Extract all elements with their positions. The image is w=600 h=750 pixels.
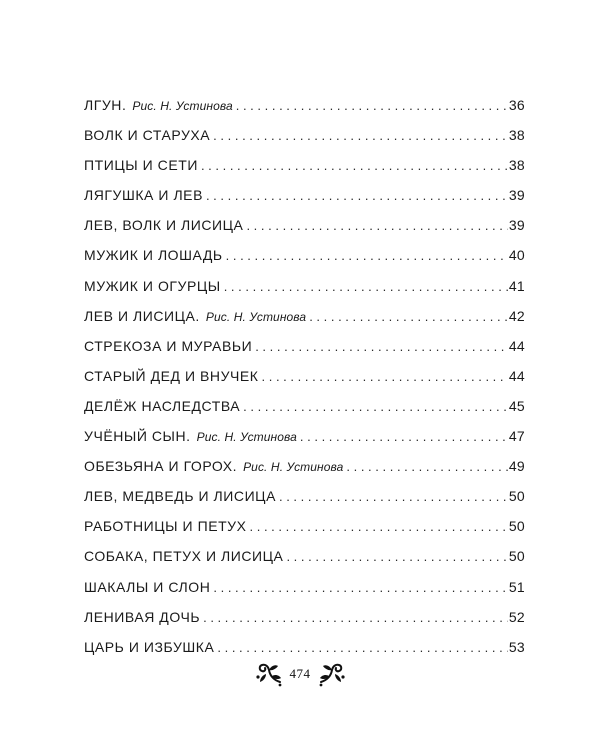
toc-entry xyxy=(84,157,525,187)
toc-entry-page-number: 41 xyxy=(508,277,525,294)
toc-dot-leader xyxy=(203,610,508,625)
toc-entry-page-number: 42 xyxy=(508,307,525,324)
toc-entry-page-number: 44 xyxy=(508,337,525,354)
page-footer xyxy=(0,660,600,688)
toc-entry xyxy=(84,609,525,639)
toc-entry-title: ШАКАЛЫ И СЛОН xyxy=(84,578,211,595)
toc-dot-leader xyxy=(217,640,507,655)
toc-entry xyxy=(84,518,525,548)
toc-entry-page-number: 38 xyxy=(508,157,525,174)
toc-entry-title: РАБОТНИЦЫ И ПЕТУХ xyxy=(84,518,247,535)
toc-entry-title: ЛЕВ, МЕДВЕДЬ И ЛИСИЦА xyxy=(84,488,276,505)
toc-entry-title: ПТИЦЫ И СЕТИ xyxy=(84,157,198,174)
toc-entry-title: СОБАКА, ПЕТУХ И ЛИСИЦА xyxy=(84,548,284,565)
toc-entry-title: МУЖИК И ЛОШАДЬ xyxy=(84,247,223,264)
toc-entry-page-number: 39 xyxy=(508,217,525,234)
toc-entry-illustrator-credit: Рис. Н. Устинова xyxy=(196,430,297,445)
toc-dot-leader xyxy=(213,128,508,143)
toc-entry-title: ДЕЛЁЖ НАСЛЕДСТВА xyxy=(84,397,241,414)
toc-entry xyxy=(84,338,525,368)
toc-dot-leader xyxy=(243,399,508,414)
toc-entry-page-number: 44 xyxy=(508,367,525,384)
toc-dot-leader xyxy=(346,459,507,474)
toc-entry-title: ЛЕВ И ЛИСИЦА. xyxy=(84,307,200,324)
toc-entry-title: МУЖИК И ОГУРЦЫ xyxy=(84,277,221,294)
toc-entry-illustrator-credit: Рис. Н. Устинова xyxy=(243,460,344,475)
toc-entry xyxy=(84,278,525,308)
toc-entry-page-number: 50 xyxy=(508,548,525,565)
toc-entry-title: ЛГУН. xyxy=(84,97,127,113)
toc-entry-page-number: 52 xyxy=(508,608,525,625)
toc-entry xyxy=(84,458,525,488)
toc-entry-illustrator-credit: Рис. Н. Устинова xyxy=(205,309,307,324)
floral-ornament-right-icon xyxy=(317,660,347,688)
floral-ornament-left-icon xyxy=(254,660,284,688)
toc-entry-page-number: 38 xyxy=(508,127,525,144)
toc-entry-page-number: 50 xyxy=(508,488,525,505)
toc-entry-page-number: 47 xyxy=(508,428,525,445)
toc-dot-leader xyxy=(206,188,508,203)
toc-dot-leader xyxy=(224,279,508,294)
toc-entry xyxy=(84,187,525,217)
toc-dot-leader xyxy=(201,158,508,173)
page-number: 474 xyxy=(289,666,311,681)
toc-entry xyxy=(84,308,525,338)
toc-entry xyxy=(84,579,525,609)
toc-entry-title: ЦАРЬ И ИЗБУШКА xyxy=(84,638,215,655)
toc-entry-illustrator-credit: Рис. Н. Устинова xyxy=(132,99,233,113)
toc-entry-page-number: 36 xyxy=(508,97,525,113)
toc-entry-page-number: 51 xyxy=(508,578,525,595)
toc-entry-page-number: 49 xyxy=(508,458,525,475)
toc-entry-page-number: 45 xyxy=(508,397,525,414)
toc-dot-leader xyxy=(250,519,508,534)
toc-entry-title: ОБЕЗЬЯНА И ГОРОХ. xyxy=(84,458,238,475)
toc-dot-leader xyxy=(300,429,508,444)
toc-entry-title: ЛЕНИВАЯ ДОЧЬ xyxy=(84,608,201,625)
toc-entry-page-number: 50 xyxy=(508,518,525,535)
toc-entry-title: УЧЁНЫЙ СЫН. xyxy=(84,428,191,445)
toc-entry-page-number: 40 xyxy=(508,247,525,264)
toc-dot-leader xyxy=(255,339,508,354)
toc-entry-title: СТРЕКОЗА И МУРАВЬИ xyxy=(84,337,253,354)
toc-entry xyxy=(84,428,525,458)
toc-entry xyxy=(84,127,525,157)
toc-entry xyxy=(84,217,525,247)
toc-entry xyxy=(84,398,525,428)
toc-dot-leader xyxy=(286,549,507,564)
toc-entry xyxy=(84,97,525,127)
toc-entry-page-number: 39 xyxy=(508,187,525,204)
toc-entry-page-number: 53 xyxy=(508,638,525,655)
toc-dot-leader xyxy=(246,218,507,233)
toc-entry xyxy=(84,488,525,518)
toc-entry-title: ЛЕВ, ВОЛК И ЛИСИЦА xyxy=(84,217,244,234)
toc-dot-leader xyxy=(226,248,508,263)
toc-entry xyxy=(84,548,525,578)
toc-dot-leader xyxy=(213,580,507,595)
toc-entry xyxy=(84,247,525,277)
toc-dot-leader xyxy=(309,309,508,324)
toc-entry-title: ЛЯГУШКА И ЛЕВ xyxy=(84,187,203,204)
toc-entry-title: СТАРЫЙ ДЕД И ВНУЧЕК xyxy=(84,367,259,384)
toc-dot-leader xyxy=(279,489,508,504)
toc-entry xyxy=(84,368,525,398)
toc-entry-title: ВОЛК И СТАРУХА xyxy=(84,127,211,144)
table-of-contents xyxy=(84,97,525,669)
toc-dot-leader xyxy=(262,369,508,384)
toc-dot-leader xyxy=(236,98,508,113)
